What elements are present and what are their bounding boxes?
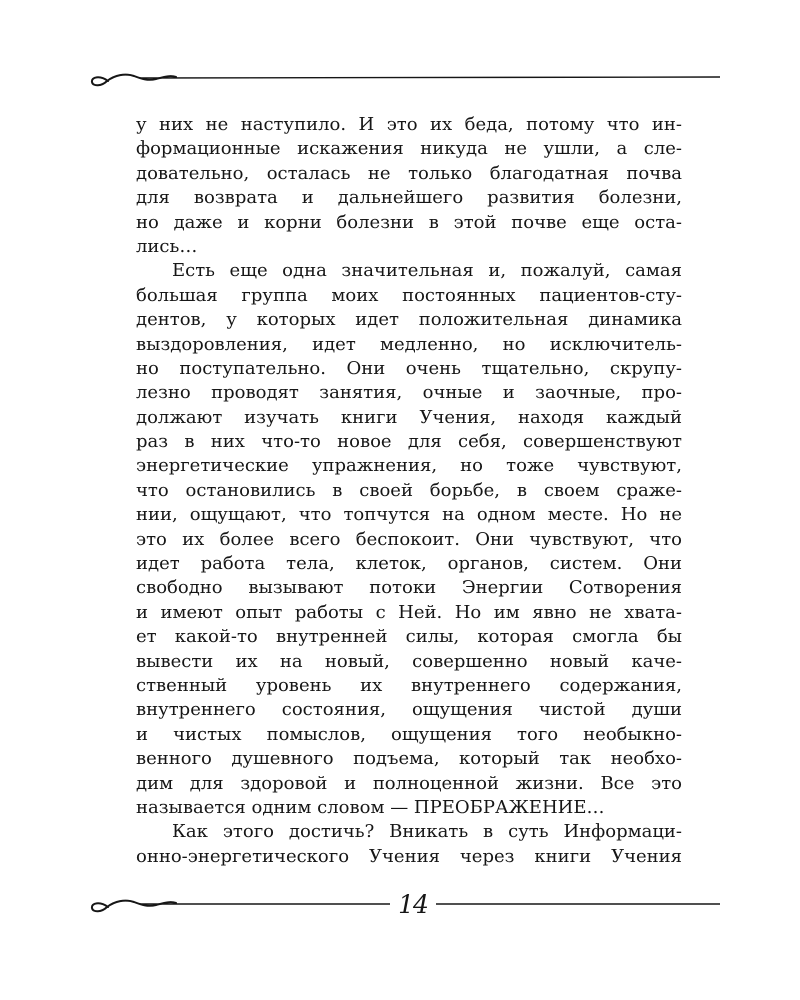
text-line: раз в них что-то новое для себя, совершенствуют xyxy=(136,431,682,453)
text-line: но даже и корни болезни в этой почве еще оста- xyxy=(136,211,682,233)
text-line: дим для здоровой и полноценной жизни. Все это xyxy=(136,772,682,794)
text-line: венного душевного подъема, который так необхо- xyxy=(136,748,682,770)
text-line: для возврата и дальнейшего развития болезни, xyxy=(136,187,682,209)
text-line: это их более всего беспокоит. Они чувствуют, что xyxy=(136,528,682,550)
text-line: нии, ощущают, что топчутся на одном месте. Но не xyxy=(136,504,682,526)
text-line: должают изучать книги Учения, находя каждый xyxy=(136,406,682,428)
page-number: 14 xyxy=(393,890,433,920)
text-line: большая группа моих постоянных пациентов-сту- xyxy=(136,284,682,306)
text-line: онно-энергетического Учения через книги Учения xyxy=(136,845,682,867)
text-line: ет какой-то внутренней силы, которая смогла бы xyxy=(136,626,682,648)
text-line: и чистых помыслов, ощущения того необыкно- xyxy=(136,723,682,745)
text-line: ственный уровень их внутреннего содержания, xyxy=(136,674,682,696)
text-line: называется одним словом — ПРЕОБРАЖЕНИЕ… xyxy=(136,796,605,818)
text-line: довательно, осталась не только благодатная почва xyxy=(136,162,682,184)
text-line: у них не наступило. И это их беда, потому что ин- xyxy=(136,114,682,135)
paragraph-2 xyxy=(136,259,682,820)
text-line: формационные искажения никуда не ушли, а сле- xyxy=(136,138,682,160)
text-line: Как этого достичь? Вникать в суть Информаци- xyxy=(172,821,682,843)
text-line: что остановились в своей борьбе, в своем сраже- xyxy=(136,479,682,501)
text-line: лезно проводят занятия, очные и заочные, про- xyxy=(136,382,682,404)
text-line: внутреннего состояния, ощущения чистой души xyxy=(136,699,682,721)
text-line: вывести их на новый, совершенно новый каче- xyxy=(136,650,682,672)
text-line: но поступательно. Они очень тщательно, скрупу- xyxy=(136,357,682,379)
text-line: лись… xyxy=(136,235,198,257)
header-ornament xyxy=(0,60,800,100)
text-line: и имеют опыт работы с Ней. Но им явно не хвата- xyxy=(136,601,682,623)
text-line: Есть еще одна значительная и, пожалуй, самая xyxy=(172,260,682,282)
body-text xyxy=(136,113,682,869)
header-rule xyxy=(140,77,720,78)
flourish-swirl-icon xyxy=(92,901,176,912)
text-line: выздоровления, идет медленно, но исключитель- xyxy=(136,333,682,355)
flourish-swirl-icon xyxy=(92,75,176,86)
text-line: свободно вызывают потоки Энергии Сотворения xyxy=(136,577,682,599)
paragraph-3 xyxy=(136,820,682,869)
text-line: энергетические упражнения, но тоже чувствуют, xyxy=(136,455,682,477)
paragraph-1 xyxy=(136,113,682,259)
text-line: дентов, у которых идет положительная динамика xyxy=(136,309,682,331)
text-line: идет работа тела, клеток, органов, систем. Они xyxy=(136,553,682,575)
